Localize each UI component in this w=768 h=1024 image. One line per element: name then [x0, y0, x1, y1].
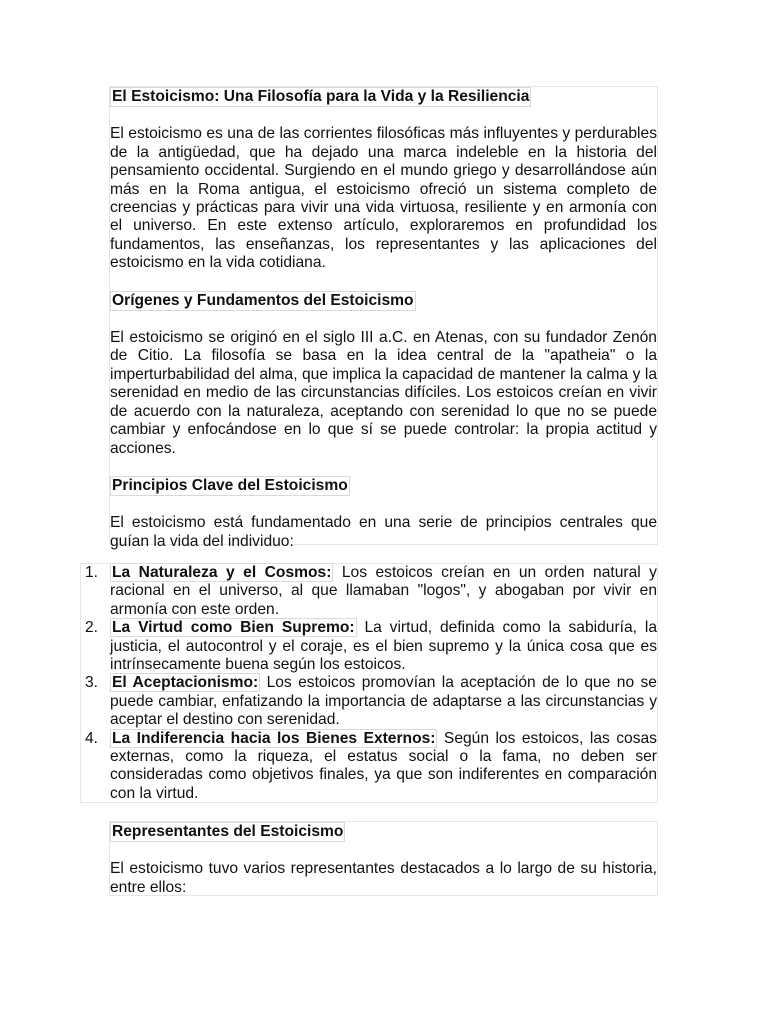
intro-paragraph: El estoicismo es una de las corrientes filosóficas más influyentes y perdurables de la antigüedad, que ha dejado una marca indeleble en la historia del pensamiento occidental. Surgiendo en el mundo griego y desarrollándose aún más en la Roma antigua, el estoicismo ofreció un sistema completo de creencias y prácticas para vivir una vida virtuosa, resiliente y en armonía con el universo. En este extenso artículo, exploraremos en profundidad los fundamentos, las enseñanzas, los representantes y las aplicaciones del estoicismo en la vida cotidiana. — [110, 125, 657, 272]
list-number: 4. — [85, 729, 99, 747]
origins-paragraph: El estoicismo se originó en el siglo III a.C. en Atenas, con su fundador Zenón de Citio. La filosofía se basa en la idea central de la "apatheia" o la imperturbabilidad del alma, que implica la capacidad de mantener la calma y la serenidad en medio de las circunstancias difíciles. Los estoicos creían en vivir de acuerdo con la naturaleza, aceptando con serenidad lo que no se puede cambiar y enfocándose en lo que sí se puede controlar: la propia actitud y acciones. — [110, 329, 657, 457]
list-item — [81, 619, 657, 674]
principles-list — [81, 564, 657, 803]
list-item — [81, 564, 657, 619]
section-heading-representatives: Representantes del Estoicismo — [110, 822, 345, 842]
principle-text: Los estoicos creían en un orden natural y racional en el universo, al que llamaban "logos", y abogaban por vivir en armonía con este orden. — [110, 564, 657, 618]
principle-text: Los estoicos promovían la aceptación de lo que no se puede cambiar, enfatizando la importancia de adaptarse a las circunstancias y aceptar el destino con serenidad. — [110, 674, 657, 729]
principle-text: La virtud, definida como la sabiduría, la justicia, el autocontrol y el coraje, es el bien supremo y la única cosa que es intrínsecamente buena según los estoicos. — [110, 619, 657, 674]
list-number: 3. — [85, 674, 99, 692]
list-number: 2. — [85, 619, 99, 637]
principle-term: La Indiferencia hacia los Bienes Externos: — [112, 729, 436, 747]
list-item — [81, 674, 657, 729]
representatives-block — [109, 821, 658, 896]
section-heading-origins: Orígenes y Fundamentos del Estoicismo — [110, 291, 416, 311]
principle-term: La Virtud como Bien Supremo: — [112, 619, 355, 637]
document-title: El Estoicismo: Una Filosofía para la Vida y la Resiliencia — [110, 87, 531, 107]
principle-text: Según los estoicos, las cosas externas, como la riqueza, el estatus social o la fama, no deben ser consideradas como objetivos finales, ya que son indiferentes en comparación con la virtud. — [110, 729, 657, 802]
list-number: 1. — [85, 564, 99, 581]
principle-term: El Aceptacionismo: — [112, 674, 259, 692]
list-item — [81, 730, 657, 804]
representatives-paragraph: El estoicismo tuvo varios representantes destacados a lo largo de su historia, entre ellos: — [110, 860, 657, 896]
principle-term: La Naturaleza y el Cosmos: — [112, 564, 332, 581]
principles-list-block — [80, 563, 658, 803]
section-heading-principles: Principios Clave del Estoicismo — [110, 476, 350, 496]
intro-block — [109, 86, 658, 550]
principles-intro-paragraph: El estoicismo está fundamentado en una serie de principios centrales que guían la vida del individuo: — [110, 514, 657, 550]
